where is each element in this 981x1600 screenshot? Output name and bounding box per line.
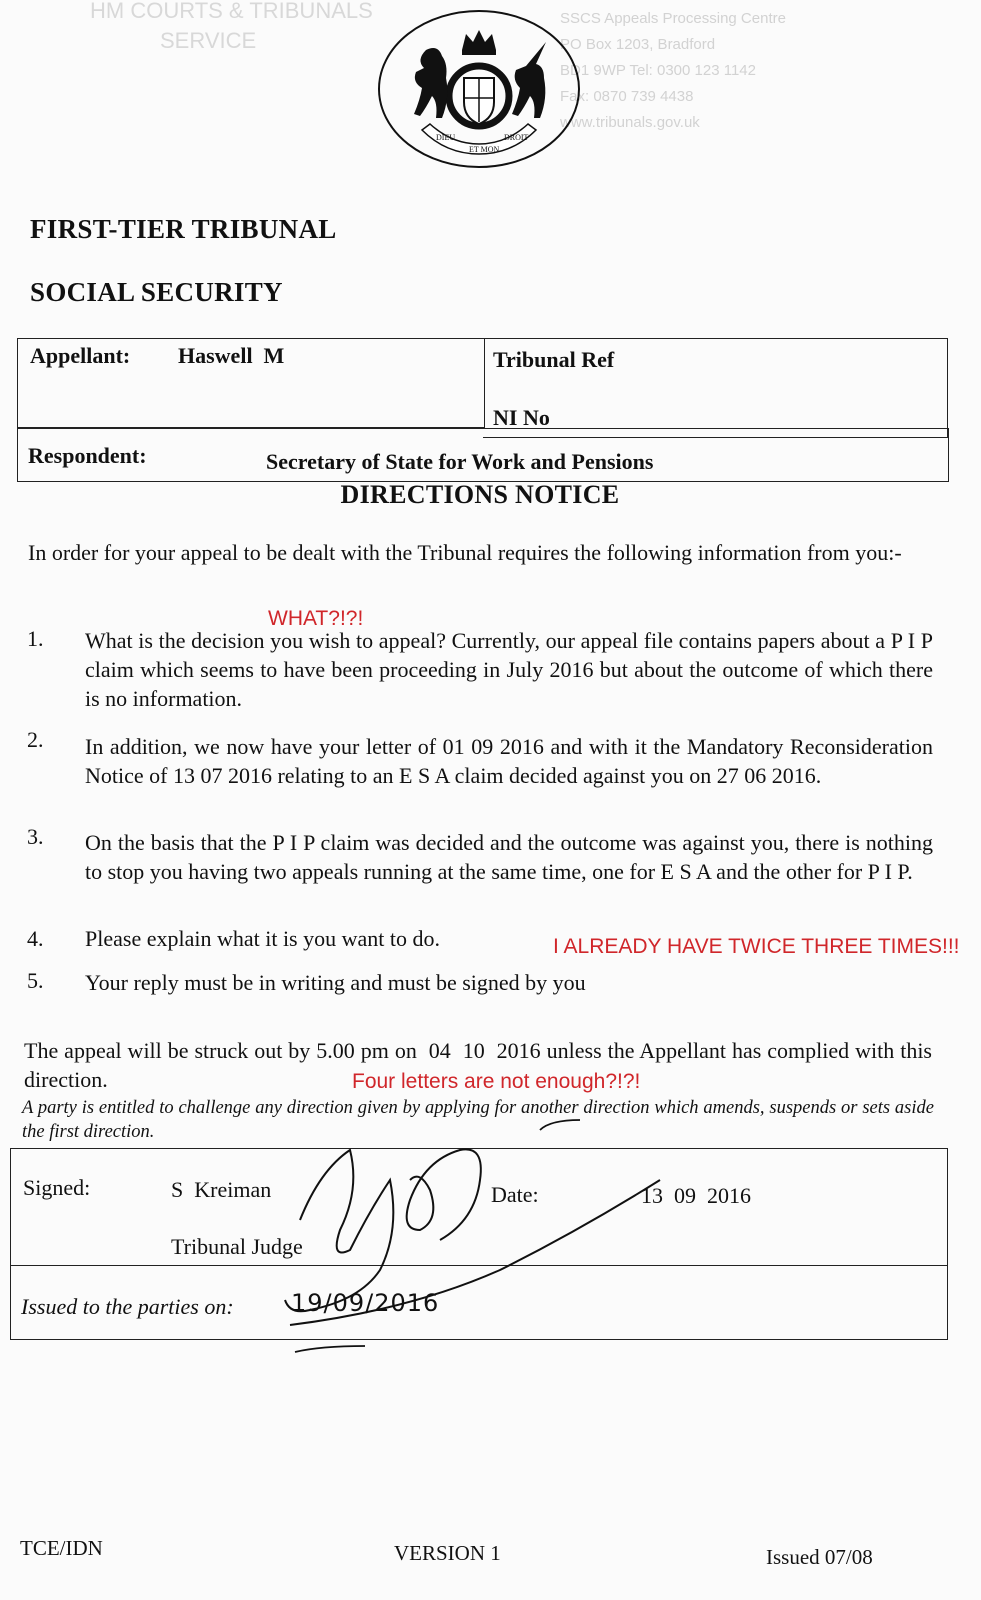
item-4-text: Please explain what it is you want to do. — [85, 926, 440, 951]
issued-date-handwritten: 19/09/2016 — [291, 1289, 440, 1317]
judge-signature — [250, 1110, 670, 1370]
tribunal-heading: FIRST-TIER TRIBUNAL — [30, 214, 337, 244]
item-3-number: 3. — [27, 824, 44, 849]
respondent-name: Secretary of State for Work and Pensions — [266, 449, 654, 474]
signer-title: Tribunal Judge — [171, 1234, 303, 1259]
crest-motto-bottom: ET MON — [469, 145, 500, 154]
date-value: 13 09 2016 — [641, 1183, 751, 1208]
item-1-text: What is the decision you wish to appeal? Currently, our appeal file contains papers about a P I P claim which seems to have been proceeding in July 2016 but about the outcome of which there is no information. — [85, 628, 933, 711]
royal-coat-of-arms — [376, 8, 582, 170]
appellant-label: Appellant: — [30, 343, 131, 368]
ghost-line: HM COURTS & TRIBUNALS — [90, 0, 373, 23]
ghost-line: www.tribunals.gov.uk — [560, 114, 700, 131]
crest-motto-right: DROIT — [504, 133, 529, 142]
footer-issued: Issued 07/08 — [766, 1545, 873, 1569]
intro-paragraph: In order for your appeal to be dealt with the Tribunal requires the following information from you:- — [28, 540, 902, 565]
strike-out-paragraph: The appeal will be struck out by 5.00 pm on 04 10 2016 unless the Appellant has complied with this direction. — [24, 1038, 938, 1092]
item-5-number: 5. — [27, 968, 44, 993]
ni-number-label: NI No — [493, 405, 550, 430]
ghost-line: SERVICE — [160, 28, 257, 53]
footer-version: VERSION 1 — [394, 1541, 501, 1565]
crest-motto-left: DIEU — [436, 133, 456, 142]
item-4-number: 4. — [27, 926, 44, 951]
appellant-cell — [17, 338, 485, 428]
item-3-text: On the basis that the P I P claim was decided and the outcome was against you, there is nothing to stop you having two appeals running at the same time, one for E S A and the other for P I P. — [85, 830, 933, 884]
respondent-row — [17, 428, 949, 482]
ghost-line: Fax: 0870 739 4438 — [560, 88, 694, 105]
jurisdiction-heading: SOCIAL SECURITY — [30, 277, 283, 307]
annotation-four-letters: Four letters are not enough?!?! — [352, 1070, 641, 1093]
notice-title: DIRECTIONS NOTICE — [340, 480, 620, 509]
respondent-label: Respondent: — [28, 443, 147, 468]
item-1-number: 1. — [27, 626, 44, 651]
ghost-line: PO Box 1203, Bradford — [560, 36, 716, 53]
signer-name: S Kreiman — [171, 1177, 272, 1202]
appellant-name: Haswell M — [178, 343, 285, 368]
ghost-line: BD1 9WP Tel: 0300 123 1142 — [560, 62, 756, 79]
annotation-what: WHAT?!?! — [268, 607, 364, 630]
ghost-header-left — [90, 0, 373, 56]
item-2-text: In addition, we now have your letter of 01 09 2016 and with it the Mandatory Reconsideration Notice of 13 07 2016 relating to an E S A claim decided against you on 27 06 2016. — [85, 734, 933, 788]
ghost-line: SSCS Appeals Processing Centre — [560, 10, 786, 27]
issued-label: Issued to the parties on: — [21, 1294, 234, 1319]
item-5-text: Your reply must be in writing and must be signed by you — [85, 970, 586, 995]
entitlement-note: A party is entitled to challenge any direction given by applying for another direction which amends, suspends or sets aside the first direction. — [22, 1098, 934, 1142]
footer-form-code: TCE/IDN — [20, 1536, 103, 1560]
date-label: Date: — [491, 1182, 539, 1207]
annotation-already: I ALREADY HAVE TWICE THREE TIMES!!! — [553, 935, 960, 958]
ghost-header-right — [560, 6, 786, 136]
reference-cell — [483, 338, 948, 438]
signed-label: Signed: — [23, 1175, 91, 1200]
item-2-number: 2. — [27, 727, 44, 752]
tribunal-ref-label: Tribunal Ref — [493, 347, 615, 372]
